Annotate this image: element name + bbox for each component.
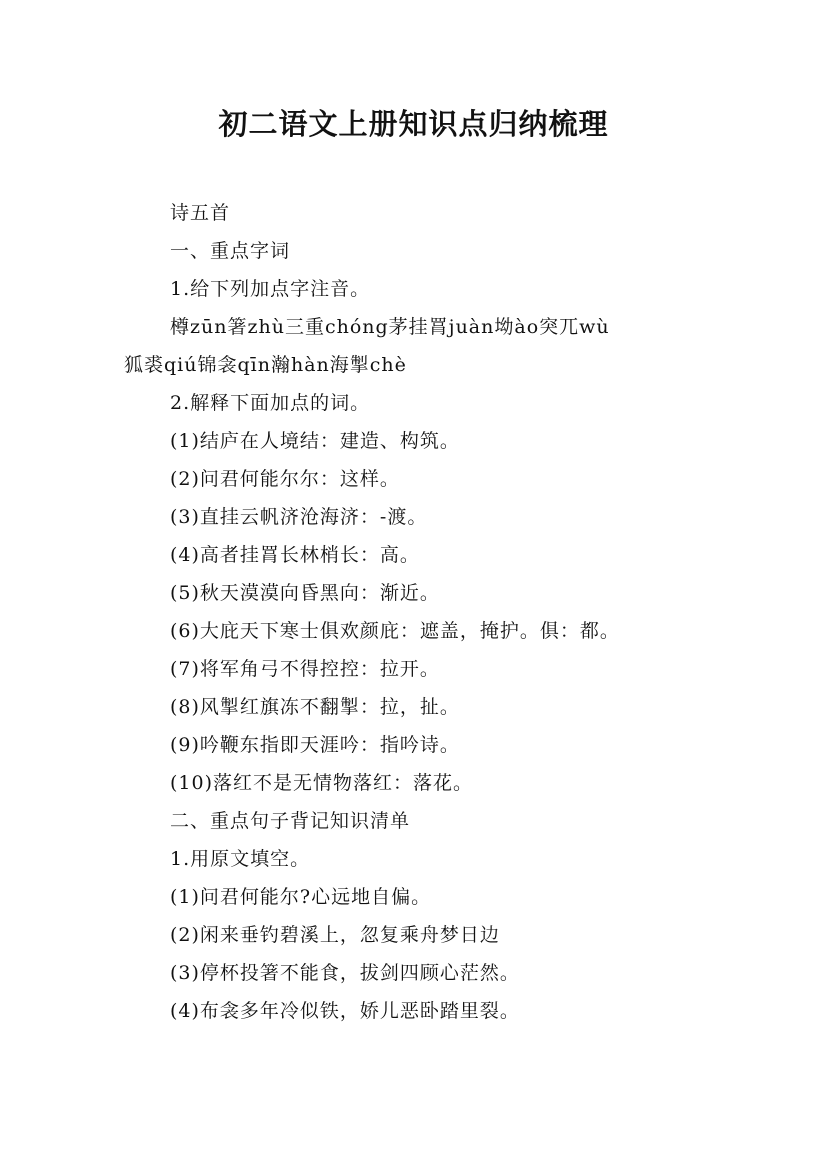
definition-item: (2)问君何能尔尔：这样。 — [170, 468, 400, 490]
fill-in-item: (2)闲来垂钓碧溪上，忽复乘舟梦日边 — [170, 924, 500, 946]
document-body — [124, 194, 714, 1030]
subsection-heading: 二、重点句子背记知识清单 — [170, 810, 411, 832]
exercise-heading: 2.解释下面加点的词。 — [170, 392, 371, 414]
definition-item: (1)结庐在人境结：建造、构筑。 — [170, 430, 460, 452]
fill-in-item: (1)问君何能尔?心远地自偏。 — [170, 886, 432, 908]
definition-item: (10)落红不是无情物落红：落花。 — [170, 772, 474, 794]
definition-item: (3)直挂云帆济沧海济：-渡。 — [170, 506, 428, 528]
definition-item: (4)高者挂罥长林梢长：高。 — [170, 544, 420, 566]
definition-item: (9)吟鞭东指即天涯吟：指吟诗。 — [170, 734, 460, 756]
section-heading: 诗五首 — [170, 202, 231, 224]
exercise-heading: 1.给下列加点字注音。 — [170, 278, 371, 300]
definition-item: (6)大庇天下寒士俱欢颜庇：遮盖，掩护。俱：都。 — [170, 620, 620, 642]
subsection-heading: 一、重点字词 — [170, 240, 291, 262]
pinyin-line: 樽zūn箸zhù三重chóng茅挂罥juàn坳ào突兀wù — [170, 316, 610, 338]
document-title: 初二语文上册知识点归纳梳理 — [218, 107, 609, 141]
fill-in-item: (4)布衾多年冷似铁，娇儿恶卧踏里裂。 — [170, 1000, 520, 1022]
exercise-heading: 1.用原文填空。 — [170, 848, 311, 870]
fill-in-item: (3)停杯投箸不能食，拔剑四顾心茫然。 — [170, 962, 520, 984]
definition-item: (8)风掣红旗冻不翻掣：拉，扯。 — [170, 696, 460, 718]
definition-item: (7)将军角弓不得控控：拉开。 — [170, 658, 440, 680]
pinyin-line-continued: 狐裘qiú锦衾qīn瀚hàn海掣chè — [124, 354, 407, 376]
definition-item: (5)秋天漠漠向昏黑向：渐近。 — [170, 582, 440, 604]
